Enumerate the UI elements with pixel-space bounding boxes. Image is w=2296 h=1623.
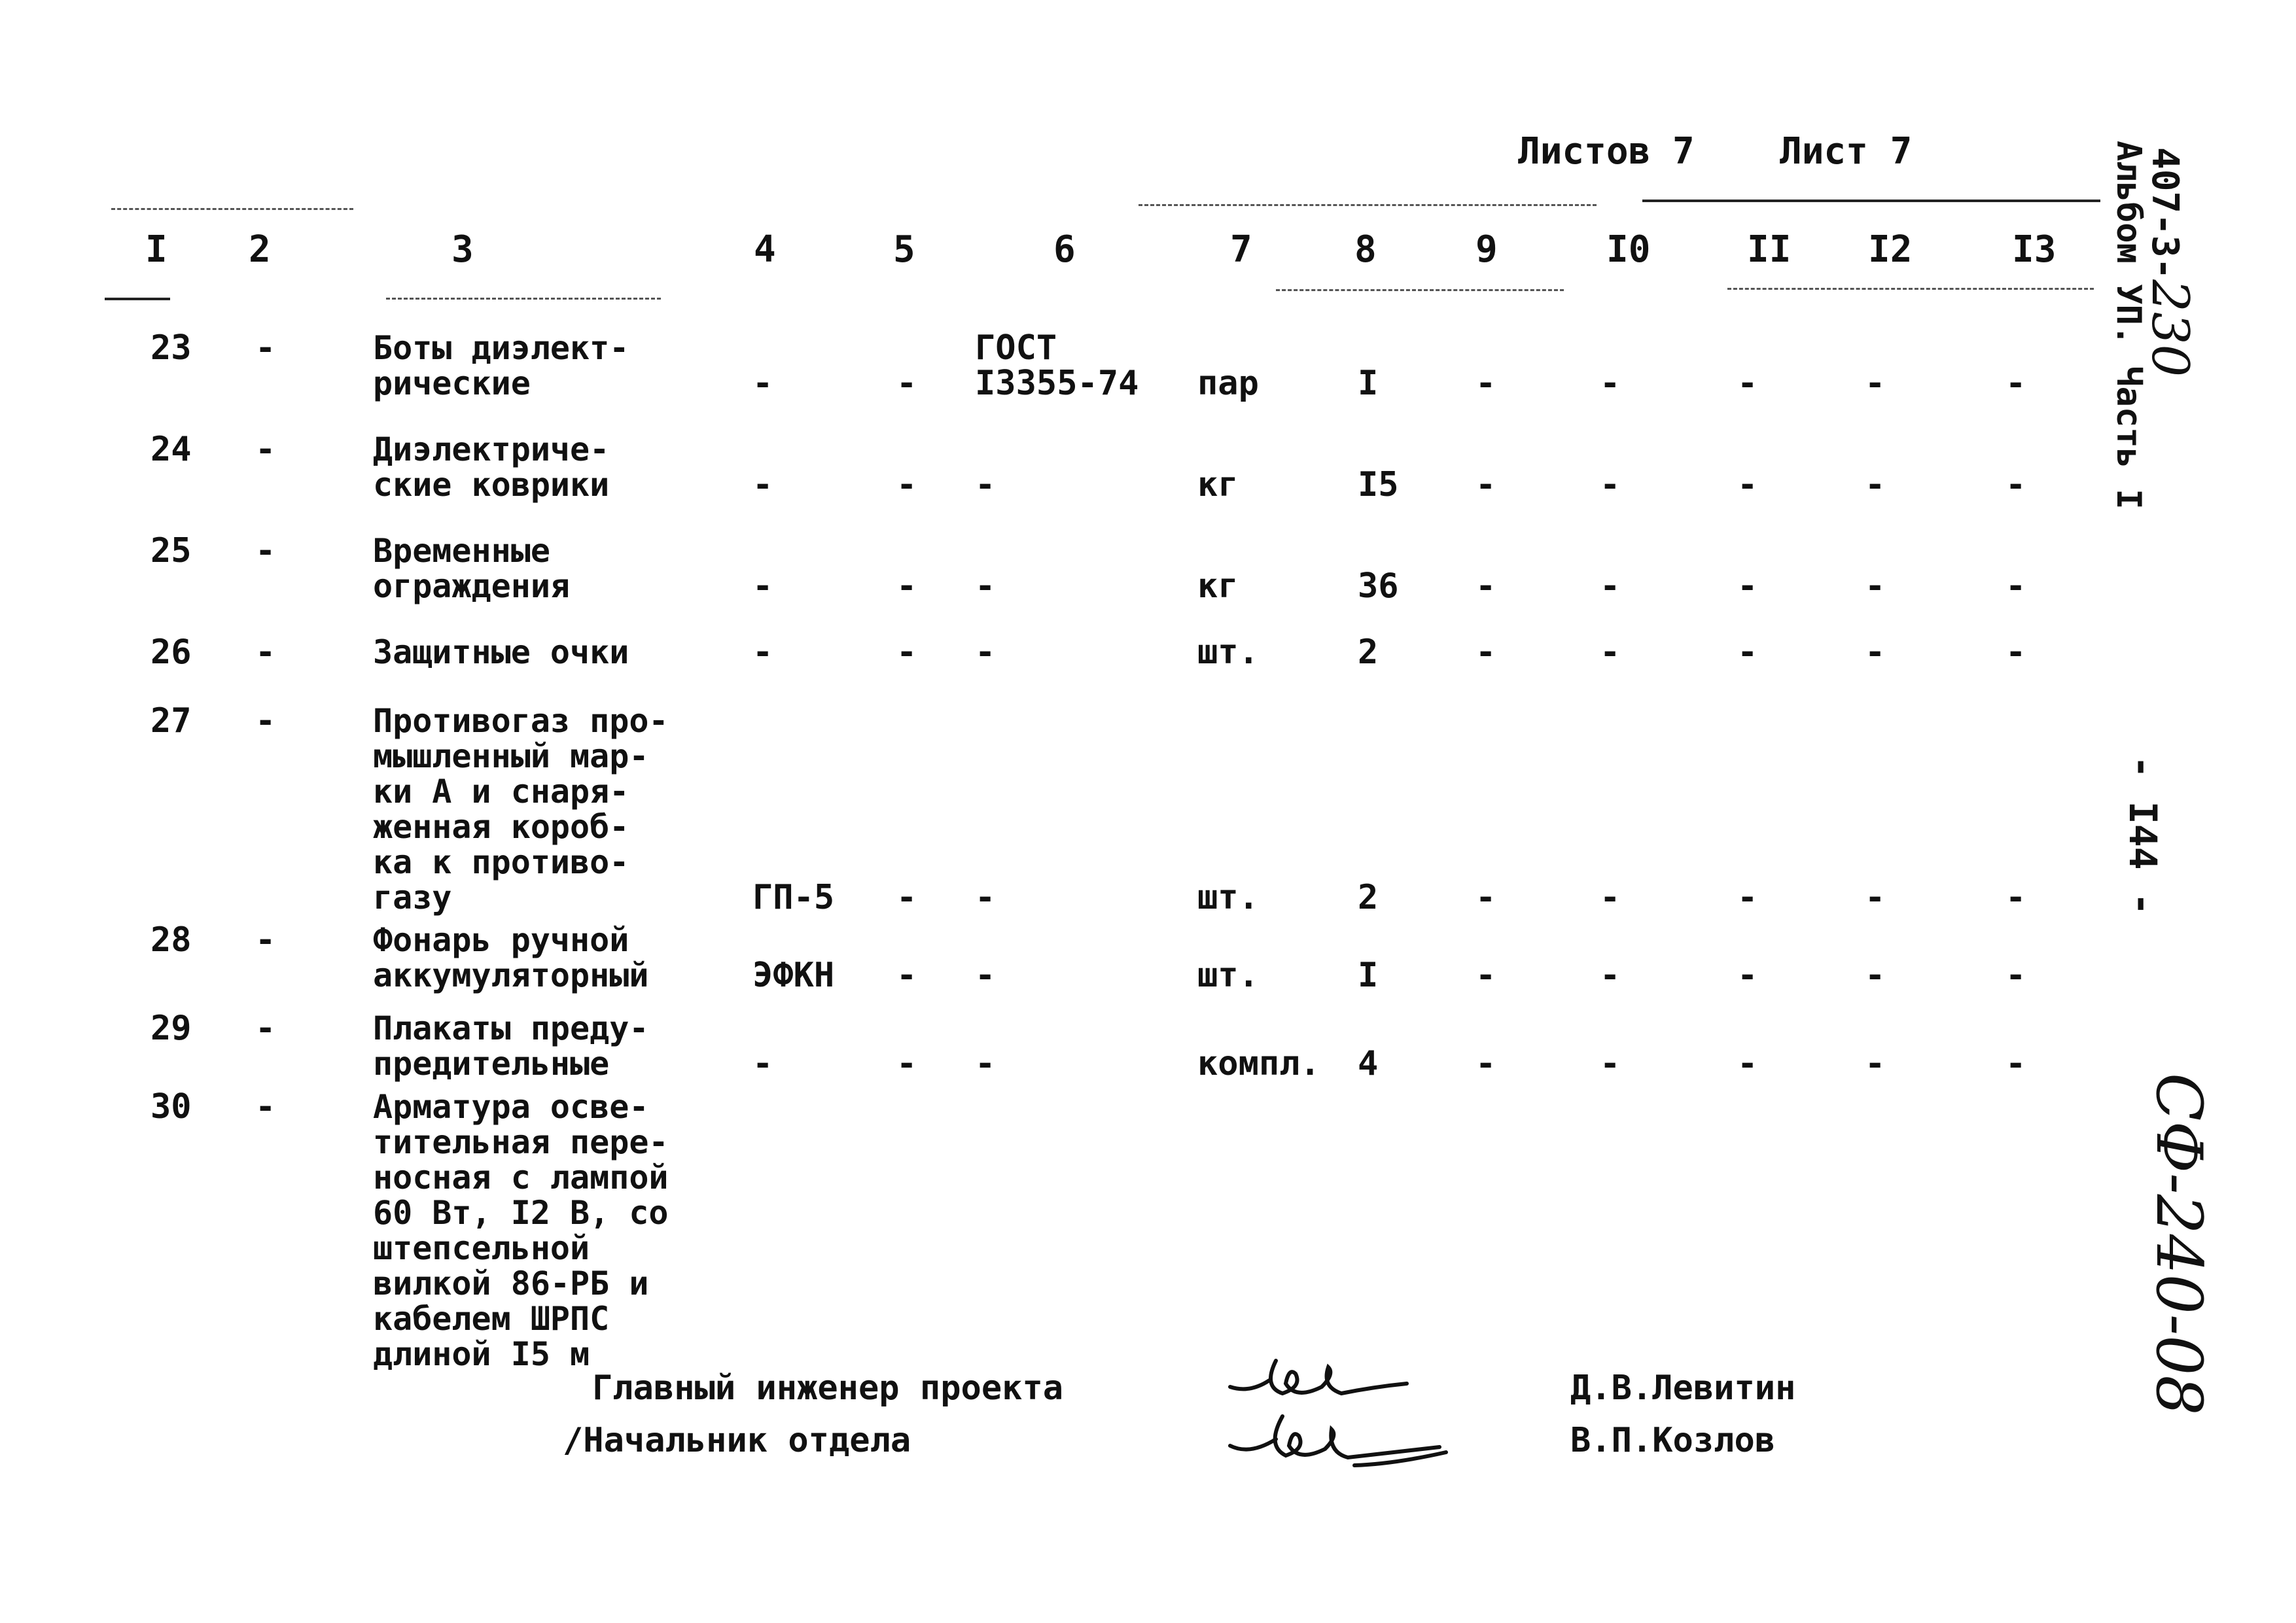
cell-row-5-c6: - (975, 878, 996, 917)
page-number: - I44 - (2121, 756, 2165, 916)
cell-row-2-c3: Диэлектриче- ские коврики (373, 430, 610, 504)
cell-row-6-c4: ЭФКН (752, 956, 835, 995)
cell-row-3-c11: - (1737, 567, 1758, 606)
cell-row-7-c2: - (255, 1009, 276, 1048)
cell-row-7-c13: - (2005, 1044, 2026, 1083)
cell-row-6-c13: - (2005, 956, 2026, 995)
cell-row-5-c12: - (1865, 878, 1886, 917)
header-underline-mid (386, 298, 661, 300)
cell-row-1-c5: - (896, 364, 917, 403)
cell-row-1-c12: - (1865, 364, 1886, 403)
cell-row-4-c4: - (752, 633, 773, 672)
cell-row-2-c10: - (1600, 465, 1621, 504)
cell-row-7-c12: - (1865, 1044, 1886, 1083)
cell-row-1-c10: - (1600, 364, 1621, 403)
cell-row-2-c2: - (255, 430, 276, 469)
cell-row-4-c1: 26 (150, 633, 192, 672)
header-underline-left (105, 298, 170, 300)
name-chief-engineer: Д.В.Левитин (1570, 1369, 1796, 1408)
cell-row-6-c10: - (1600, 956, 1621, 995)
column-header-1: I (145, 228, 168, 271)
cell-row-4-c2: - (255, 633, 276, 672)
cell-row-7-c11: - (1737, 1044, 1758, 1083)
cell-row-4-c12: - (1865, 633, 1886, 672)
cell-row-4-c11: - (1737, 633, 1758, 672)
role-head-of-department: /Начальник отдела (563, 1421, 911, 1460)
role-chief-engineer: Главный инженер проекта (592, 1369, 1064, 1408)
column-header-13: I3 (2012, 228, 2057, 271)
cell-row-1-c6: ГОСТ I3355-74 (975, 328, 1139, 403)
cell-row-2-c4: - (752, 465, 773, 504)
signature-2 (1224, 1406, 1498, 1478)
cell-row-8-c1: 30 (150, 1087, 192, 1126)
cell-row-5-c2: - (255, 701, 276, 741)
cell-row-4-c9: - (1475, 633, 1496, 672)
album-code (2140, 147, 2199, 377)
cell-row-7-c7: компл. (1197, 1044, 1320, 1083)
cell-row-4-c3: Защитные очки (373, 633, 629, 671)
cell-row-5-c3: Противогаз про- мышленный мар- ки А и снаря- женная короб- ка к противо- газу (373, 702, 669, 916)
handwritten-stamp: СФ-240-08 (2142, 1073, 2216, 1416)
cell-row-1-c4: - (752, 364, 773, 403)
cell-row-8-c3: Арматура осве- тительная пере- носная с лампой 60 Вт, I2 В, со штепсельной вилкой 86-РБ и кабелем ШРПС длиной I5 м (373, 1088, 669, 1373)
column-header-3: 3 (451, 228, 474, 271)
cell-row-2-c13: - (2005, 465, 2026, 504)
cell-row-6-c8: I (1358, 956, 1379, 995)
column-header-8: 8 (1354, 228, 1377, 271)
cell-row-2-c11: - (1737, 465, 1758, 504)
column-header-7: 7 (1230, 228, 1252, 271)
column-header-2: 2 (249, 228, 271, 271)
sheet-current: Лист 7 (1780, 130, 1913, 173)
cell-row-3-c10: - (1600, 567, 1621, 606)
cell-row-2-c7: кг (1197, 465, 1239, 504)
cell-row-7-c1: 29 (150, 1009, 192, 1048)
cell-row-4-c5: - (896, 633, 917, 672)
sheets-total: Листов 7 (1518, 130, 1695, 173)
cell-row-2-c1: 24 (150, 430, 192, 469)
cell-row-1-c13: - (2005, 364, 2026, 403)
top-rule-mid (1139, 204, 1597, 206)
cell-row-7-c8: 4 (1358, 1044, 1379, 1083)
signature-1 (1224, 1348, 1485, 1413)
cell-row-7-c9: - (1475, 1044, 1496, 1083)
cell-row-5-c13: - (2005, 878, 2026, 917)
cell-row-5-c9: - (1475, 878, 1496, 917)
cell-row-2-c5: - (896, 465, 917, 504)
cell-row-4-c6: - (975, 633, 996, 672)
cell-row-4-c10: - (1600, 633, 1621, 672)
cell-row-3-c8: 36 (1358, 567, 1399, 606)
cell-row-6-c3: Фонарь ручной аккумуляторный (373, 921, 649, 994)
column-header-11: II (1747, 228, 1792, 271)
cell-row-6-c11: - (1737, 956, 1758, 995)
cell-row-3-c12: - (1865, 567, 1886, 606)
cell-row-1-c7: пар (1197, 364, 1259, 403)
header-underline-right2 (1727, 288, 2094, 290)
column-header-9: 9 (1475, 228, 1498, 271)
cell-row-3-c3: Временные ограждения (373, 532, 571, 605)
cell-row-1-c2: - (255, 328, 276, 368)
cell-row-4-c7: шт. (1197, 633, 1259, 672)
doc-code: 407-3- (2144, 147, 2186, 280)
cell-row-5-c4: ГП-5 (752, 878, 835, 917)
cell-row-5-c8: 2 (1358, 878, 1379, 917)
cell-row-3-c4: - (752, 567, 773, 606)
cell-row-5-c1: 27 (150, 701, 192, 741)
cell-row-2-c8: I5 (1358, 465, 1399, 504)
cell-row-3-c5: - (896, 567, 917, 606)
column-header-12: I2 (1868, 228, 1913, 271)
album-part: Альбом УП. Часть I (2109, 141, 2148, 510)
column-header-5: 5 (893, 228, 915, 271)
cell-row-6-c2: - (255, 920, 276, 960)
cell-row-4-c8: 2 (1358, 633, 1379, 672)
cell-row-3-c2: - (255, 531, 276, 570)
cell-row-4-c13: - (2005, 633, 2026, 672)
cell-row-2-c12: - (1865, 465, 1886, 504)
cell-row-5-c5: - (896, 878, 917, 917)
column-header-10: I0 (1606, 228, 1651, 271)
cell-row-5-c11: - (1737, 878, 1758, 917)
top-rule-left (111, 208, 353, 210)
cell-row-3-c6: - (975, 567, 996, 606)
cell-row-1-c3: Боты диэлект- рические (373, 329, 629, 402)
top-rule-right (1642, 200, 2100, 202)
cell-row-7-c4: - (752, 1044, 773, 1083)
column-header-4: 4 (754, 228, 776, 271)
cell-row-1-c11: - (1737, 364, 1758, 403)
column-header-6: 6 (1053, 228, 1076, 271)
cell-row-6-c7: шт. (1197, 956, 1259, 995)
cell-row-5-c10: - (1600, 878, 1621, 917)
cell-row-6-c12: - (1865, 956, 1886, 995)
name-head-of-department: В.П.Козлов (1570, 1421, 1776, 1460)
cell-row-2-c9: - (1475, 465, 1496, 504)
cell-row-3-c1: 25 (150, 531, 192, 570)
cell-row-5-c7: шт. (1197, 878, 1259, 917)
cell-row-6-c9: - (1475, 956, 1496, 995)
cell-row-2-c6: - (975, 465, 996, 504)
cell-row-7-c3: Плакаты преду- предительные (373, 1009, 649, 1083)
cell-row-6-c6: - (975, 956, 996, 995)
cell-row-6-c5: - (896, 956, 917, 995)
doc-code-handwritten: 230 (2140, 279, 2199, 377)
cell-row-1-c8: I (1358, 364, 1379, 403)
cell-row-7-c10: - (1600, 1044, 1621, 1083)
cell-row-1-c9: - (1475, 364, 1496, 403)
cell-row-7-c6: - (975, 1044, 996, 1083)
cell-row-7-c5: - (896, 1044, 917, 1083)
cell-row-3-c7: кг (1197, 567, 1239, 606)
cell-row-1-c1: 23 (150, 328, 192, 368)
header-underline-right1 (1276, 289, 1564, 291)
cell-row-3-c9: - (1475, 567, 1496, 606)
cell-row-6-c1: 28 (150, 920, 192, 960)
cell-row-8-c2: - (255, 1087, 276, 1126)
cell-row-3-c13: - (2005, 567, 2026, 606)
